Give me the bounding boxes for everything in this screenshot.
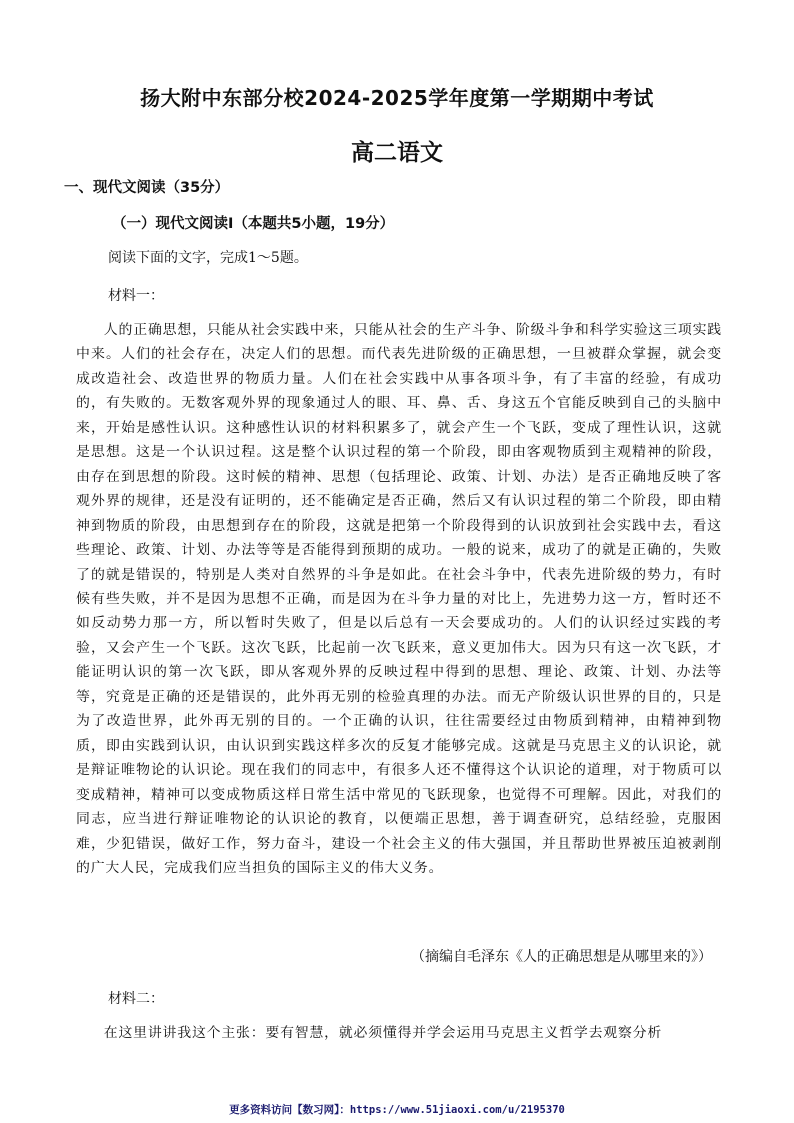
reading-instruction: 阅读下面的文字，完成1～5题。 bbox=[108, 250, 308, 266]
material-one-label: 材料一： bbox=[108, 288, 164, 304]
material-one-paragraph: 人的正确思想，只能从社会实践中来，只能从社会的生产斗争、阶级斗争和科学实验这三项实践中来。人们的社会存在，决定人们的思想。而代表先进阶级的正确思想，一旦被群众掌握，就会变成改造社会、改造世界的物质力量。人们在社会实践中从事各项斗争，有了丰富的经验，有成功的，有失败的。无数客观外界的现象通过人的眼、耳、鼻、舌、身这五个官能反映到自己的头脑中来，开始是感性认识。这种感性认识的材料积累多了，就会产生一个飞跃，变成了理性认识，这就是思想。这是一个认识过程。这是整个认识过程的第一个阶段，即由客观物质到主观精神的阶段，由存在到思想的阶段。这时候的精神、思想（包括理论、政策、计划、办法）是否正确地反映了客观外界的规律，还是没有证明的，还不能确定是否正确，然后又有认识过程的第二个阶段，即由精神到物质的阶段，由思想到存在的阶段，这就是把第一个阶段得到的认识放到社会实践中去，看这些理论、政策、计划、办法等等是否能得到预期的成功。一般的说来，成功了的就是正确的，失败了的就是错误的，特别是人类对自然界的斗争是如此。在社会斗争中，代表先进阶级的势力，有时候有些失败，并不是因为思想不正确，而是因为在斗争力量的对比上，先进势力这一方，暂时还不如反动势力那一方，所以暂时失败了，但是以后总有一天会要成功的。人们的认识经过实践的考验，又会产生一个飞跃。这次飞跃，比起前一次飞跃来，意义更加伟大。因为只有这一次飞跃，才能证明认识的第一次飞跃，即从客观外界的反映过程中得到的思想、理论、政策、计划、办法等等，究竟是正确的还是错误的，此外再无别的检验真理的办法。而无产阶级认识世界的目的，只是为了改造世界，此外再无别的目的。一个正确的认识，往往需要经过由物质到精神，由精神到物质，即由实践到认识，由认识到实践这样多次的反复才能够完成。这就是马克思主义的认识论，就是辩证唯物论的认识论。现在我们的同志中，有很多人还不懂得这个认识论的道理，对于物质可以变成精神，精神可以变成物质这样日常生活中常见的飞跃现象，也觉得不可理解。因此，对我们的同志，应当进行辩证唯物论的认识论的教育，以便端正思想，善于调查研究，总结经验，克服困难，少犯错误，做好工作，努力奋斗，建设一个社会主义的伟大强国，并且帮助世界被压迫被剥削的广大人民，完成我们应当担负的国际主义的伟大义务。 bbox=[76, 322, 722, 876]
material-one-body bbox=[76, 318, 722, 880]
footer-link[interactable]: 更多资料访问【数习网】：https://www.51jiaoxi.com/u/2195370 bbox=[229, 1104, 565, 1116]
material-one-source: （摘编自毛泽东《人的正确思想是从哪里来的》） bbox=[411, 949, 712, 965]
subject-title: 高二语文 bbox=[351, 140, 443, 166]
material-two-label: 材料二： bbox=[108, 991, 164, 1007]
subsection-heading: （一）现代文阅读Ⅰ（本题共5小题，19分） bbox=[112, 216, 395, 232]
section-heading: 一、现代文阅读（35分） bbox=[64, 180, 230, 196]
material-two-paragraph: 在这里讲讲我这个主张：要有智慧，就必须懂得并学会运用马克思主义哲学去观察分析 bbox=[103, 1025, 663, 1041]
exam-title: 扬大附中东部分校2024-2025学年度第一学期期中考试 bbox=[140, 86, 654, 110]
